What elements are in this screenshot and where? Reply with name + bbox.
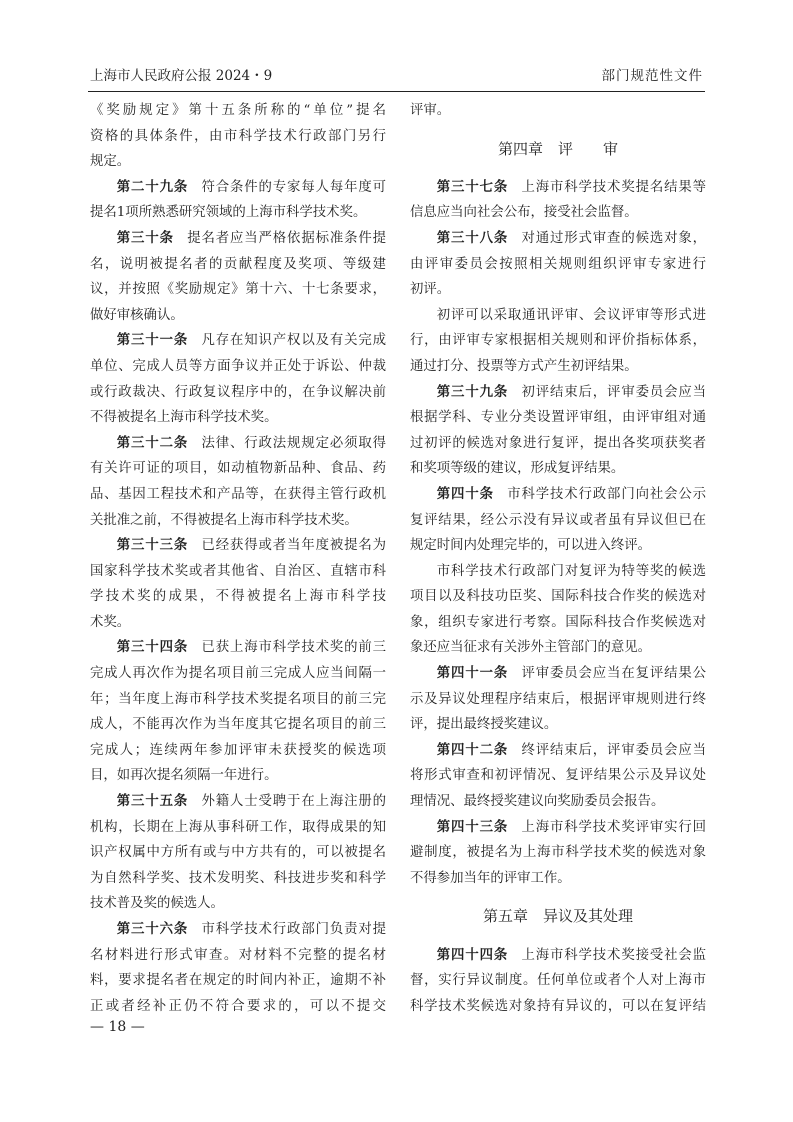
line-text: 根据学科、专业分类设置评审组，由评审组对通 <box>410 410 706 426</box>
text-line <box>410 482 706 508</box>
text-line <box>410 994 706 1020</box>
text-line <box>410 200 706 226</box>
text-line <box>90 789 386 815</box>
text-line <box>410 968 706 994</box>
line-text: 完成人再次作为提名项目前三完成人应当间隔一 <box>90 666 386 682</box>
text-line <box>90 891 386 917</box>
line-text: 对通过形式审查的候选对象， <box>521 230 707 246</box>
article-number: 第三十四条 <box>116 639 189 656</box>
line-text: 过初评的候选对象进行复评，提出各奖项获奖者 <box>410 435 706 451</box>
article-paragraph <box>90 226 386 328</box>
paragraph <box>410 303 706 380</box>
article-number: 第四十三条 <box>436 818 509 835</box>
text-line <box>410 226 706 252</box>
line-text: 年；当年度上海市科学技术奖提名项目的前三完 <box>90 691 386 707</box>
line-text: 学技术奖的成果，不得被提名上海市科学技 <box>90 589 386 605</box>
text-line <box>410 661 706 687</box>
article-paragraph <box>410 226 706 303</box>
article-number: 第三十条 <box>116 229 174 246</box>
paragraph <box>410 98 706 124</box>
line-text: 复评结果，经公示没有异议或者虽有异议但已在 <box>410 512 706 528</box>
text-line <box>90 98 386 124</box>
text-line <box>90 559 386 585</box>
text-line <box>90 328 386 354</box>
text-line <box>90 431 386 457</box>
text-line <box>90 380 386 406</box>
article-paragraph <box>410 943 706 1020</box>
line-text: 提名者应当严格依据标准条件提 <box>187 230 387 246</box>
line-text: 规定时间内处理完毕的，可以进入终评。 <box>410 538 652 554</box>
line-text: 上海市科学技术奖提名结果等 <box>521 179 707 195</box>
line-text: 上海市科学技术奖接受社会监 <box>521 947 707 963</box>
article-number: 第三十一条 <box>116 332 189 349</box>
text-line <box>90 763 386 789</box>
text-line <box>90 840 386 866</box>
line-text: 资格的具体条件，由市科学技术行政部门另行 <box>90 128 386 144</box>
line-text: 评审。 <box>410 103 451 118</box>
line-text: 通过打分、投票等方式产生初评结果。 <box>410 358 638 374</box>
line-text: 目，如再次提名须隔一年进行。 <box>90 768 278 784</box>
text-line <box>410 252 706 278</box>
text-line <box>90 917 386 943</box>
article-paragraph <box>410 815 706 892</box>
article-number: 第四十四条 <box>436 946 509 963</box>
line-text: 督，实行异议制度。任何单位或者个人对上海市 <box>410 973 706 989</box>
line-text: 市科学技术行政部门对复评为特等奖的候选 <box>436 563 706 579</box>
text-line <box>410 763 706 789</box>
article-number: 第三十二条 <box>116 434 189 451</box>
article-paragraph <box>90 917 386 1019</box>
text-line <box>410 328 706 354</box>
article-number: 第三十六条 <box>116 921 189 937</box>
text-line <box>90 968 386 994</box>
line-text: 由评审委员会按照相关规则组织评审专家进行 <box>410 256 706 272</box>
article-paragraph <box>90 328 386 430</box>
article-paragraph <box>410 482 706 559</box>
line-text: 避制度，被提名为上海市科学技术奖的候选对象 <box>410 845 706 861</box>
line-text: 象还应当征求有关涉外主管部门的意见。 <box>410 640 652 656</box>
article-number: 第二十九条 <box>116 178 189 195</box>
text-line <box>410 943 706 969</box>
chapter-heading: 第四章 评 审 <box>497 139 618 158</box>
line-text: 上海市科学技术奖评审实行回 <box>521 819 707 835</box>
article-number: 第三十三条 <box>116 537 189 554</box>
text-line <box>90 610 386 636</box>
text-line <box>410 303 706 329</box>
line-text: 符合条件的专家每人每年度可 <box>201 179 387 195</box>
text-line <box>410 405 706 431</box>
text-line <box>410 840 706 866</box>
text-line <box>90 226 386 252</box>
text-line <box>90 303 386 329</box>
line-text: 名，说明被提名者的贡献程度及奖项、等级建 <box>90 256 386 272</box>
line-text: 示及异议处理程序结束后，根据评审规则进行终 <box>410 691 706 707</box>
text-line <box>90 175 386 201</box>
text-line <box>410 431 706 457</box>
header-rule <box>88 91 705 92</box>
article-number: 第四十二条 <box>436 741 509 758</box>
article-number: 第三十九条 <box>436 383 509 400</box>
journal-title: 上海市人民政府公报 2024・9 <box>90 68 273 84</box>
text-line <box>90 533 386 559</box>
line-text: 不得参加当年的评审工作。 <box>410 870 571 886</box>
line-text: 初评可以采取通讯评审、会议评审等形式进 <box>436 307 706 323</box>
text-line <box>90 149 386 175</box>
line-text: 凡存在知识产权以及有关完成 <box>201 333 387 349</box>
text-line <box>90 354 386 380</box>
text-line <box>90 994 386 1020</box>
article-number: 第四十一条 <box>436 665 509 682</box>
line-text: 议，并按照《奖励规定》第十六、十七条要求， <box>90 282 386 298</box>
article-paragraph <box>90 175 386 226</box>
line-text: 技术普及奖的候选人。 <box>90 896 224 912</box>
article-paragraph <box>90 635 386 789</box>
article-paragraph <box>410 738 706 815</box>
text-line <box>90 661 386 687</box>
article-paragraph <box>410 661 706 738</box>
article-paragraph <box>90 431 386 533</box>
line-text: 关批准之前，不得被提名上海市科学技术奖。 <box>90 512 358 528</box>
line-text: 将形式审查和初评情况、复评结果公示及异议处 <box>410 768 706 784</box>
line-text: 不得被提名上海市科学技术奖。 <box>90 410 278 426</box>
article-paragraph <box>90 789 386 917</box>
line-text: 科学技术奖候选对象持有异议的，可以在复评结 <box>410 998 706 1014</box>
right-column <box>410 98 706 1019</box>
text-line <box>410 815 706 841</box>
line-text: 单位、完成人员等方面争议并正处于诉讼、仲裁 <box>90 358 386 374</box>
text-line <box>90 635 386 661</box>
line-text: 有关许可证的项目，如动植物新品种、食品、药 <box>90 461 386 477</box>
line-text: 识产权属中方所有或与中方共有的，可以被提名 <box>90 845 386 861</box>
text-line <box>90 456 386 482</box>
line-text: 市科学技术行政部门负责对提 <box>201 922 387 937</box>
line-text: 术奖。 <box>90 614 131 630</box>
text-line <box>90 277 386 303</box>
text-line <box>410 175 706 201</box>
line-text: 初评。 <box>410 282 451 298</box>
text-line <box>90 943 386 969</box>
line-text: 已经获得或者当年度被提名为 <box>201 538 387 554</box>
paragraph <box>410 559 706 661</box>
text-line <box>90 687 386 713</box>
text-line <box>410 584 706 610</box>
text-line <box>90 738 386 764</box>
article-paragraph <box>410 380 706 482</box>
text-line <box>410 354 706 380</box>
line-text: 评审委员会应当在复评结果公 <box>521 666 707 682</box>
line-text: 理情况、最终授奖建议向奖励委员会报告。 <box>410 794 665 810</box>
article-paragraph <box>90 533 386 635</box>
text-line <box>410 712 706 738</box>
line-text: 外籍人士受聘于在上海注册的 <box>201 794 387 810</box>
line-text: 完成人；连续两年参加评审未获授奖的候选项 <box>90 742 386 758</box>
line-text: 成人，不能再次作为当年度其它提名项目的前三 <box>90 717 386 733</box>
article-number: 第四十条 <box>436 485 494 502</box>
line-text: 终评结束后，评审委员会应当 <box>521 742 707 758</box>
line-text: 行，由评审专家根据相关规则和评价指标体系， <box>410 333 706 349</box>
article-number: 第三十八条 <box>436 229 509 246</box>
line-text: 料，要求提名者在规定的时间内补正，逾期不补 <box>90 973 386 989</box>
line-text: 评，提出最终授奖建议。 <box>410 717 558 733</box>
line-text: 国家科学技术奖或者其他省、自治区、直辖市科 <box>90 563 386 579</box>
article-number: 第三十七条 <box>436 178 509 195</box>
text-line <box>410 789 706 815</box>
line-text: 为自然科学奖、技术发明奖、科技进步奖和科学 <box>90 870 386 886</box>
line-text: 和奖项等级的建议，形成复评结果。 <box>410 461 625 477</box>
line-text: 《奖励规定》第十五条所称的“单位”提名 <box>90 103 386 118</box>
text-line <box>410 610 706 636</box>
text-line <box>90 252 386 278</box>
text-line <box>410 380 706 406</box>
text-line <box>90 124 386 150</box>
text-line <box>90 508 386 534</box>
paragraph <box>90 98 386 175</box>
text-line <box>410 277 706 303</box>
text-line <box>90 815 386 841</box>
text-line <box>90 482 386 508</box>
line-text: 或行政裁决、行政复议程序中的，在争议解决前 <box>90 384 386 400</box>
line-text: 项目以及科技功臣奖、国际科技合作奖的候选对 <box>410 589 706 605</box>
line-text: 做好审核确认。 <box>90 307 184 323</box>
text-line <box>410 456 706 482</box>
line-text: 法律、行政法规规定必须取得 <box>201 435 387 451</box>
line-text: 名材料进行形式审查。对材料不完整的提名材 <box>90 947 386 963</box>
text-line <box>410 687 706 713</box>
line-text: 已获上海市科学技术奖的前三 <box>201 640 387 656</box>
line-text: 正或者经补正仍不符合要求的，可以不提交 <box>90 998 386 1014</box>
section-title: 部门规范性文件 <box>601 68 703 84</box>
line-text: 市科学技术行政部门向社会公示 <box>507 486 707 502</box>
line-text: 机构，长期在上海从事科研工作，取得成果的知 <box>90 819 386 835</box>
chapter-heading: 第五章 异议及其处理 <box>482 907 633 926</box>
line-text: 象，组织专家进行考察。国际科技合作奖候选对 <box>410 614 706 630</box>
text-line <box>90 584 386 610</box>
line-text: 初评结束后，评审委员会应当 <box>521 384 707 400</box>
text-line <box>410 533 706 559</box>
line-text: 提名1项所熟悉研究领域的上海市科学技术奖。 <box>90 205 367 221</box>
text-line <box>410 508 706 534</box>
text-line <box>410 866 706 892</box>
text-line <box>410 559 706 585</box>
page-number: — 18 — <box>90 1019 145 1035</box>
line-text: 信息应当向社会公布，接受社会监督。 <box>410 205 638 221</box>
text-line <box>410 635 706 661</box>
text-line <box>410 738 706 764</box>
line-text: 品、基因工程技术和产品等，在获得主管行政机 <box>90 486 386 502</box>
article-paragraph <box>410 175 706 226</box>
text-line <box>90 712 386 738</box>
text-line <box>90 200 386 226</box>
line-text: 规定。 <box>90 154 131 170</box>
left-column <box>90 98 386 1019</box>
text-line <box>410 98 706 124</box>
text-line <box>90 405 386 431</box>
text-line <box>90 866 386 892</box>
article-number: 第三十五条 <box>116 793 189 810</box>
